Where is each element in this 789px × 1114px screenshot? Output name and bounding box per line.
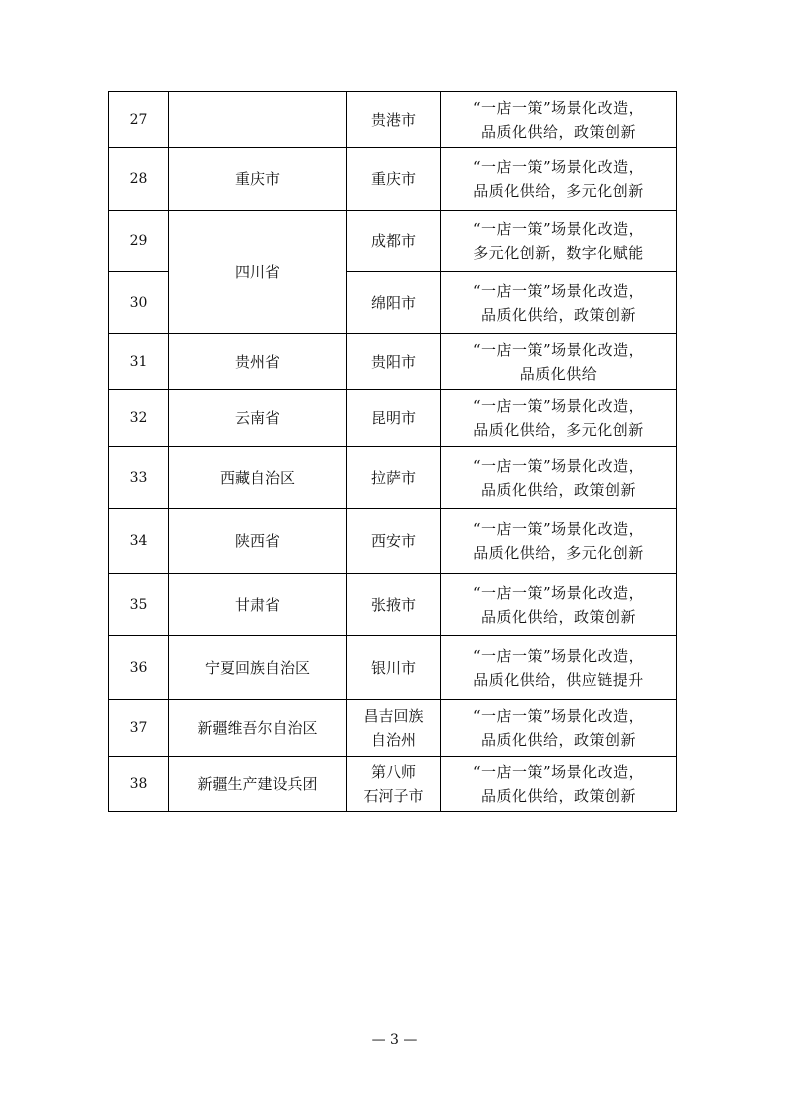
row-number: 32: [109, 390, 169, 447]
table-row: [109, 211, 677, 272]
city-cell: [347, 574, 441, 636]
table-row: [109, 574, 677, 636]
city-cell: [347, 700, 441, 757]
city-cell: [347, 334, 441, 390]
row-number: 31: [109, 334, 169, 390]
city-line: 贵阳市: [370, 352, 416, 371]
province-cell: 西藏自治区: [169, 447, 347, 509]
measures-line: 品质化供给，多元化创新: [473, 182, 644, 200]
measures-line: 品质化供给，多元化创新: [473, 544, 644, 562]
province-cell: 四川省: [169, 211, 347, 334]
table-row: [109, 334, 677, 390]
city-cell: [347, 390, 441, 447]
measures-line: 品质化供给，政策创新: [480, 122, 636, 141]
city-line: 昆明市: [370, 409, 416, 427]
table-row: [109, 390, 677, 447]
measures-line: “一店一策”场景化改造，: [472, 583, 645, 602]
city-cell: [347, 509, 441, 574]
province-cell: 宁夏回族自治区: [169, 636, 347, 700]
table-row: [109, 92, 677, 148]
city-line: 西安市: [370, 532, 416, 550]
row-number: 36: [109, 636, 169, 700]
measures-line: “一店一策”场景化改造，: [472, 158, 645, 176]
city-line: 绵阳市: [370, 293, 416, 312]
measures-line: 品质化供给，多元化创新: [473, 421, 644, 439]
row-number: 38: [109, 757, 169, 812]
city-line: 自治州: [370, 731, 416, 749]
row-number: 34: [109, 509, 169, 574]
province-cell: 甘肃省: [169, 574, 347, 636]
row-number: 28: [109, 148, 169, 211]
province-cell: 贵州省: [169, 334, 347, 390]
province-cell: 云南省: [169, 390, 347, 447]
measures-line: “一店一策”场景化改造，: [472, 281, 645, 300]
city-line: 贵港市: [370, 110, 416, 129]
measures-line: “一店一策”场景化改造，: [472, 707, 645, 725]
province-cell: 重庆市: [169, 148, 347, 211]
measures-line: 多元化创新，数字化赋能: [473, 244, 644, 262]
measures-cell: [441, 447, 677, 509]
measures-line: “一店一策”场景化改造，: [472, 98, 645, 117]
row-number: 30: [109, 272, 169, 334]
table-row: [109, 447, 677, 509]
city-line: 第八师: [370, 763, 416, 781]
row-number: 35: [109, 574, 169, 636]
measures-line: “一店一策”场景化改造，: [472, 397, 645, 415]
measures-cell: [441, 700, 677, 757]
city-cell: [347, 272, 441, 334]
city-cell: [347, 148, 441, 211]
table-row: [109, 757, 677, 812]
table-row: [109, 700, 677, 757]
city-line: 拉萨市: [370, 468, 416, 487]
row-number: 33: [109, 447, 169, 509]
page-number: — 3 —: [371, 1032, 418, 1048]
measures-cell: [441, 636, 677, 700]
measures-cell: [441, 334, 677, 390]
province-cell: 新疆维吾尔自治区: [169, 700, 347, 757]
province-cell: 陕西省: [169, 509, 347, 574]
province-cell: [169, 92, 347, 148]
measures-line: “一店一策”场景化改造，: [472, 340, 645, 359]
measures-line: 品质化供给，政策创新: [480, 731, 636, 749]
measures-line: 品质化供给，政策创新: [480, 480, 636, 499]
measures-cell: [441, 509, 677, 574]
row-number: 27: [109, 92, 169, 148]
measures-cell: [441, 148, 677, 211]
city-cell: [347, 92, 441, 148]
measures-line: 品质化供给，政策创新: [480, 787, 636, 805]
city-line: 重庆市: [370, 170, 416, 188]
measures-line: “一店一策”场景化改造，: [472, 220, 645, 238]
measures-line: “一店一策”场景化改造，: [472, 763, 645, 781]
table-row: [109, 636, 677, 700]
measures-cell: [441, 211, 677, 272]
measures-line: “一店一策”场景化改造，: [472, 646, 645, 665]
measures-line: 品质化供给，政策创新: [480, 607, 636, 626]
city-cell: [347, 447, 441, 509]
measures-cell: [441, 390, 677, 447]
city-line: 石河子市: [363, 787, 424, 805]
measures-line: 品质化供给，政策创新: [480, 305, 636, 324]
city-line: 昌吉回族: [363, 707, 424, 725]
table-row: [109, 509, 677, 574]
measures-line: 品质化供给，供应链提升: [473, 670, 644, 689]
city-line: 银川市: [370, 658, 416, 677]
row-number: 29: [109, 211, 169, 272]
city-cell: [347, 757, 441, 812]
measures-line: “一店一策”场景化改造，: [472, 456, 645, 475]
city-line: 成都市: [370, 232, 416, 250]
measures-cell: [441, 92, 677, 148]
cities-table: [108, 91, 677, 812]
measures-cell: [441, 574, 677, 636]
city-cell: [347, 636, 441, 700]
measures-cell: [441, 272, 677, 334]
measures-cell: [441, 757, 677, 812]
province-cell: 新疆生产建设兵团: [169, 757, 347, 812]
table-row: [109, 148, 677, 211]
city-line: 张掖市: [370, 595, 416, 614]
measures-line: 品质化供给: [519, 364, 598, 383]
row-number: 37: [109, 700, 169, 757]
measures-line: “一店一策”场景化改造，: [472, 520, 645, 538]
city-cell: [347, 211, 441, 272]
